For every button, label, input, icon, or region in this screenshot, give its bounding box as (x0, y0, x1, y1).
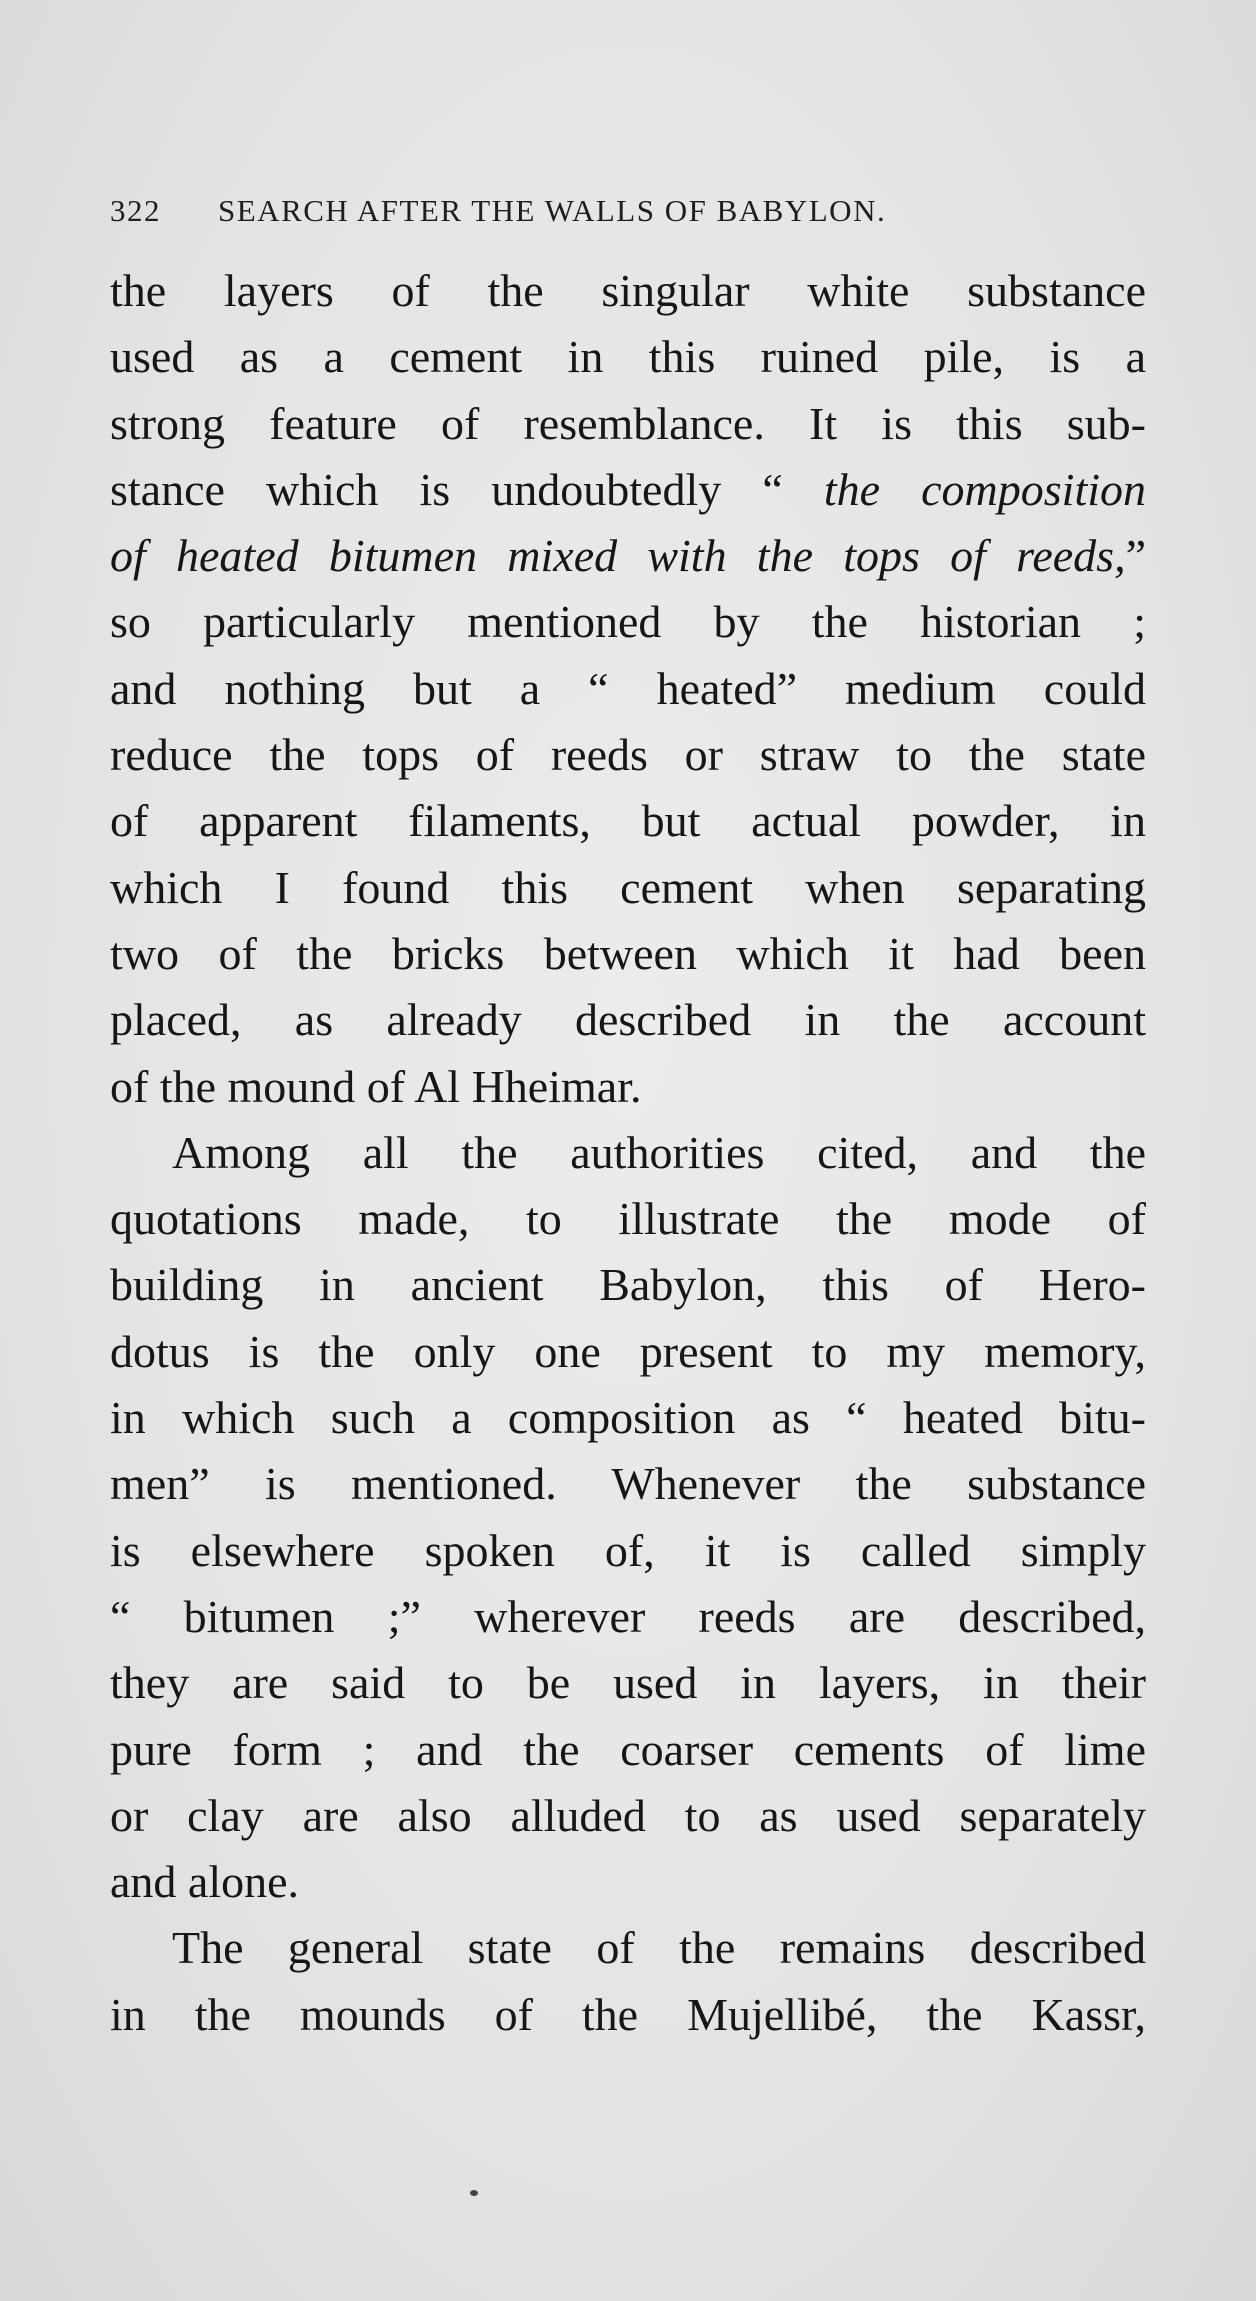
text-run: quotations made, to illustrate the mode of (110, 1193, 1146, 1245)
text-run: or clay are also alluded to as used separately (110, 1789, 1146, 1841)
text-line (110, 1915, 1146, 1981)
text-run: and nothing but a “ heated” medium could (110, 662, 1146, 714)
text-run: which I found this cement when separating (110, 861, 1146, 913)
page-number: 322 (110, 193, 161, 228)
text-line (110, 1319, 1146, 1385)
text-line (110, 589, 1146, 655)
text-line (110, 523, 1146, 589)
text-line (110, 1650, 1146, 1716)
text-run: The general state of the remains described (172, 1922, 1146, 1974)
text-line (110, 258, 1146, 324)
print-speck (470, 2190, 478, 2196)
text-line (110, 1385, 1146, 1451)
running-head-title: SEARCH AFTER THE WALLS OF BABYLON. (218, 193, 887, 228)
text-run: building in ancient Babylon, this of Hero- (110, 1259, 1146, 1311)
text-line (110, 921, 1146, 987)
text-run: “ bitumen ;” wherever reeds are described, (110, 1590, 1146, 1642)
text-run: in which such a composition as “ heated bitu- (110, 1392, 1146, 1444)
text-line (110, 1717, 1146, 1783)
text-line (110, 1186, 1146, 1252)
text-line (110, 788, 1146, 854)
text-run: stance which is undoubtedly “ (110, 463, 824, 515)
text-line (110, 987, 1146, 1053)
text-run: strong feature of resemblance. It is this sub- (110, 397, 1146, 449)
text-run: is elsewhere spoken of, it is called simply (110, 1524, 1146, 1576)
text-run: of the mound of Al Hheimar. (110, 1060, 642, 1112)
text-run: pure form ; and the coarser cements of lime (110, 1723, 1146, 1775)
text-run: used as a cement in this ruined pile, is a (110, 331, 1146, 383)
text-line (110, 324, 1146, 390)
text-run: so particularly mentioned by the historian ; (110, 596, 1146, 648)
text-run: Among all the authorities cited, and the (172, 1126, 1146, 1178)
text-run: placed, as already described in the account (110, 994, 1146, 1046)
text-line (110, 1849, 1146, 1915)
body-text (110, 258, 1146, 2048)
text-line (110, 391, 1146, 457)
text-line (110, 1252, 1146, 1318)
text-line (110, 1982, 1146, 2048)
text-run: reduce the tops of reeds or straw to the state (110, 729, 1146, 781)
italic-text-run: the composition (823, 463, 1146, 515)
text-line (110, 1518, 1146, 1584)
text-line (110, 722, 1146, 788)
text-line (110, 1120, 1146, 1186)
text-line (110, 1451, 1146, 1517)
text-line (110, 855, 1146, 921)
italic-text-run: of heated bitumen mixed with the tops of reeds, (110, 530, 1126, 582)
running-head (110, 193, 1150, 233)
text-run: the layers of the singular white substance (110, 265, 1146, 316)
text-line (110, 457, 1146, 523)
text-line (110, 1584, 1146, 1650)
text-line (110, 1054, 1146, 1120)
text-run: men” is mentioned. Whenever the substance (110, 1458, 1146, 1510)
text-run: of apparent filaments, but actual powder, in (110, 795, 1146, 847)
text-run: they are said to be used in layers, in their (110, 1657, 1146, 1709)
text-run: and alone. (110, 1856, 300, 1908)
text-run: two of the bricks between which it had been (110, 927, 1146, 979)
text-run: ” (1125, 530, 1146, 582)
text-run: in the mounds of the Mujellibé, the Kassr, (110, 1988, 1146, 2040)
text-line (110, 656, 1146, 722)
text-line (110, 1783, 1146, 1849)
text-run: dotus is the only one present to my memory, (110, 1325, 1146, 1377)
